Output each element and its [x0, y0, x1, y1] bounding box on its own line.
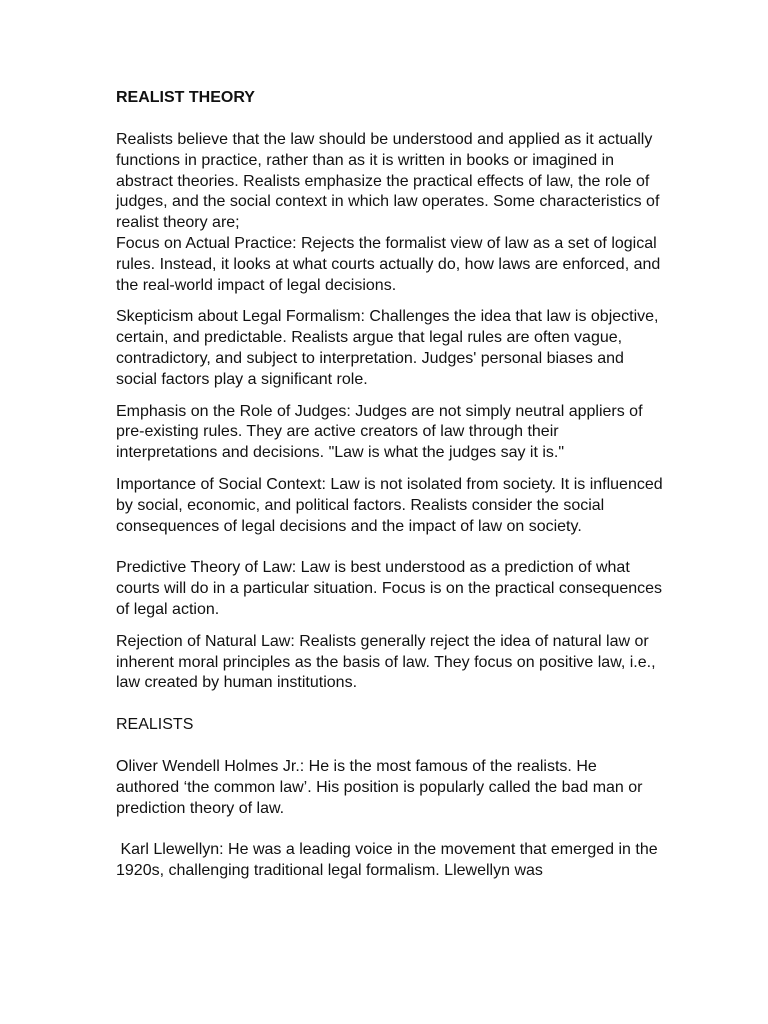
- document-title: REALIST THEORY: [116, 89, 255, 106]
- document-page: [116, 88, 664, 882]
- characteristic-actual-practice: Focus on Actual Practice: Rejects the formalist view of law as a set of logical rules. Instead, it looks at what courts actually do, how laws are enforced, and the real-world impact of legal decisions.: [116, 234, 661, 294]
- realist-holmes: Oliver Wendell Holmes Jr.: He is the most famous of the realists. He authored ‘the common law’. His position is popularly called the bad man or prediction theory of law.: [116, 757, 643, 817]
- characteristic-predictive-theory: Predictive Theory of Law: Law is best understood as a prediction of what courts will do in a particular situation. Focus is on the practical consequences of legal action.: [116, 559, 663, 618]
- characteristic-natural-law: Rejection of Natural Law: Realists generally reject the idea of natural law or inherent moral principles as the basis of law. They focus on positive law, i.e., law created by human institutions.: [116, 632, 656, 692]
- characteristic-skepticism: Skepticism about Legal Formalism: Challenges the idea that law is objective, certain, and predictable. Realists argue that legal rules are often vague, contradictory, and subject to interpretation. Judges' personal biases and social factors play a significant role.: [116, 308, 659, 388]
- realists-heading: REALISTS: [116, 716, 194, 734]
- realist-llewellyn: Karl Llewellyn: He was a leading voice in the movement that emerged in the 1920s, challenging traditional legal formalism. Llewellyn was: [116, 841, 663, 880]
- characteristic-social-context: Importance of Social Context: Law is not isolated from society. It is influenced by social, economic, and political factors. Realists consider the social consequences of legal decisions and the impact of law on society.: [116, 475, 663, 535]
- intro-paragraph: Realists believe that the law should be understood and applied as it actually functions in practice, rather than as it is written in books or imagined in abstract theories. Realists emphasize the practical effects of law, the role of judges, and the social context in which law operates. Some characteristics of realist theory are;: [116, 131, 660, 232]
- characteristic-role-of-judges: Emphasis on the Role of Judges: Judges are not simply neutral appliers of pre-existing rules. They are active creators of law through their interpretations and decisions. "Law is what the judges say it is.": [116, 402, 643, 462]
